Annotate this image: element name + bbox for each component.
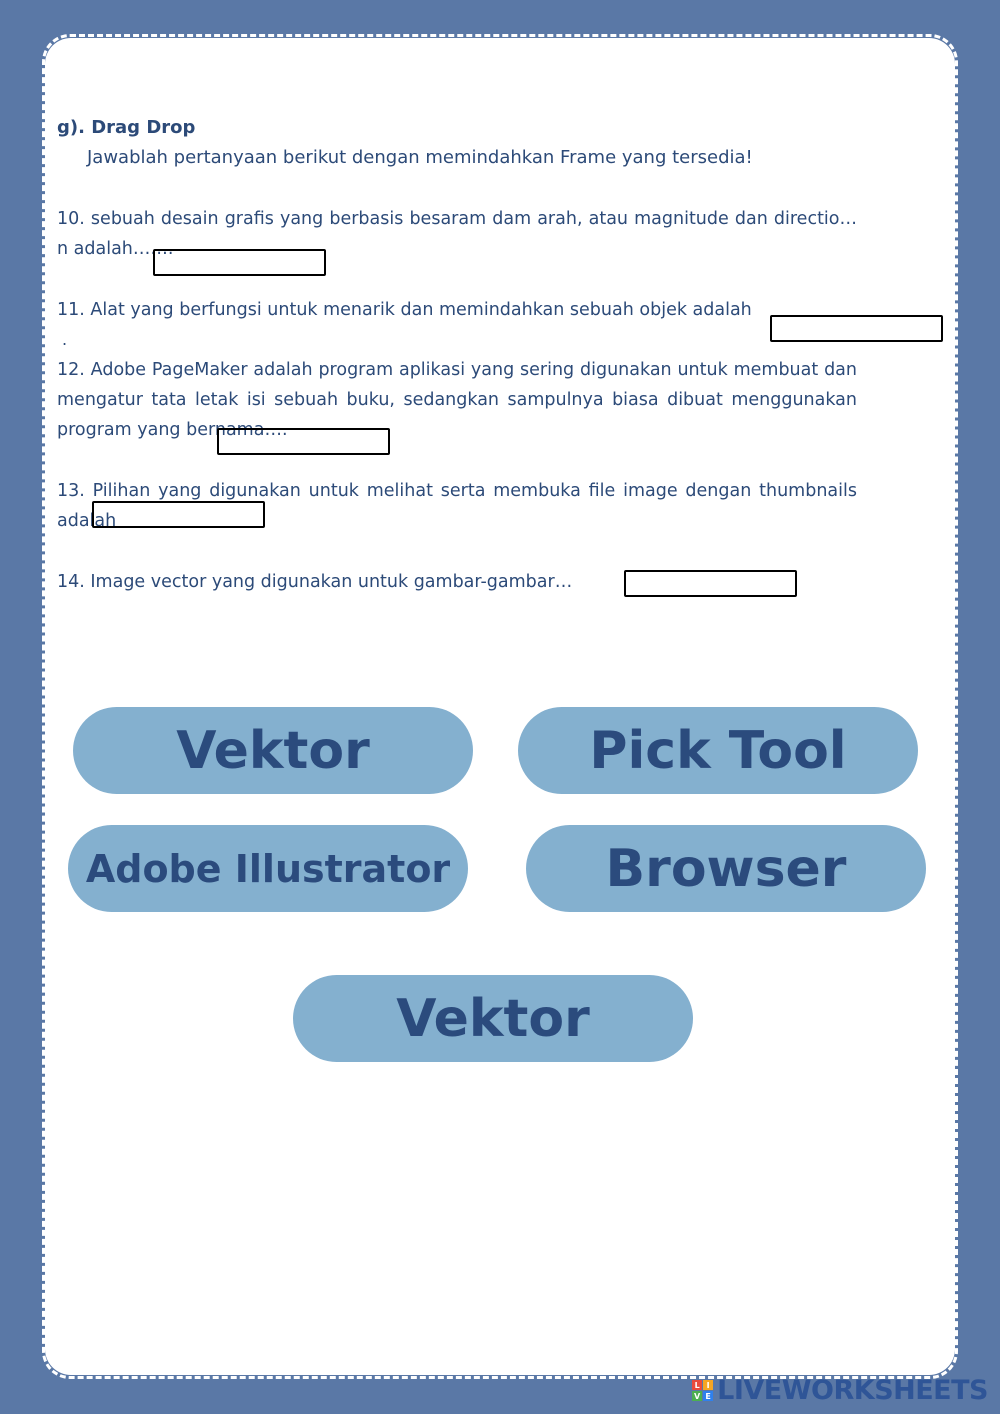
drop-zone-13[interactable] [92, 501, 265, 528]
liveworksheets-logo-icon [692, 1380, 713, 1401]
question-14: 14. Image vector yang digunakan untuk gambar-gambar… [57, 572, 573, 592]
question-12: 12. Adobe PageMaker adalah program aplikasi yang sering digunakan untuk membuat dan mengatur tata letak isi sebuah buku, sedangkan sampulnya biasa dibuat menggunakan program yang bernama…. [57, 360, 857, 440]
liveworksheets-logo-text: LIVEWORKSHEETS [717, 1375, 988, 1406]
logo-letter-i: I [703, 1380, 713, 1390]
question-10: 10. sebuah desain grafis yang berbasis besaram dam arah, atau magnitude dan directio…n adalah……. [57, 209, 857, 259]
drop-zone-10[interactable] [153, 249, 326, 276]
answer-frame-browser[interactable]: Browser [526, 825, 926, 912]
answer-frame-pick-tool[interactable]: Pick Tool [518, 707, 918, 794]
liveworksheets-logo [692, 1375, 988, 1406]
logo-letter-l: L [692, 1380, 702, 1390]
instruction-text: Jawablah pertanyaan berikut dengan memindahkan Frame yang tersedia! [87, 147, 753, 168]
answer-frame-vektor-2[interactable]: Vektor [293, 975, 693, 1062]
logo-letter-e: E [703, 1391, 713, 1401]
question-13: 13. Pilihan yang digunakan untuk melihat serta membuka file image dengan thumbnails adalah [57, 481, 857, 531]
stray-dot: . [62, 330, 68, 349]
drop-zone-14[interactable] [624, 570, 797, 597]
drop-zone-12[interactable] [217, 428, 390, 455]
answer-frame-adobe-illustrator[interactable]: Adobe Illustrator [68, 825, 468, 912]
section-title: g). Drag Drop [57, 117, 196, 138]
logo-letter-v: V [694, 1391, 701, 1401]
drop-zone-11[interactable] [770, 315, 943, 342]
question-11: 11. Alat yang berfungsi untuk menarik dan memindahkan sebuah objek adalah [57, 300, 752, 320]
answer-frame-vektor[interactable]: Vektor [73, 707, 473, 794]
